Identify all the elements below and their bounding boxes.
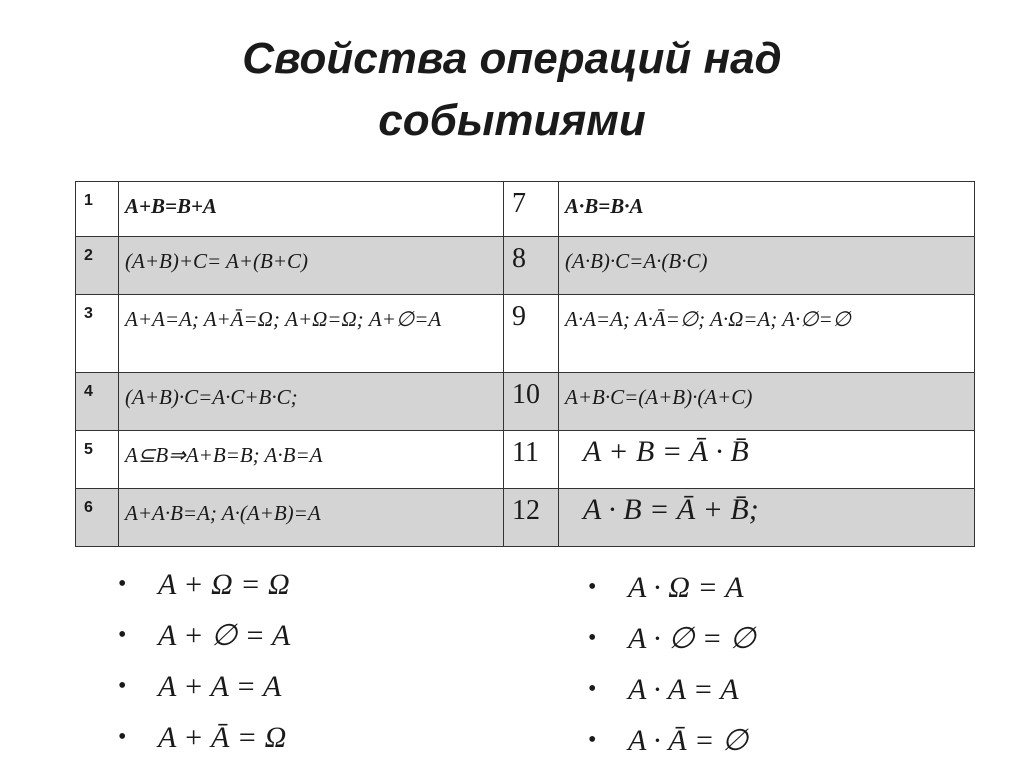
formula-right: (A·B)·C=A·(B·C) (559, 237, 975, 295)
title-line-2: событиями (378, 96, 646, 145)
table-row (76, 489, 975, 547)
table-row (76, 373, 975, 431)
row-number-right: 12 (504, 489, 559, 547)
bullet-item-right: • A · A = A (588, 664, 756, 715)
title-line-1: Свойства операций над (242, 34, 782, 83)
formula-right: A+B·C=(A+B)·(A+C) (559, 373, 975, 431)
row-number-right: 10 (504, 373, 559, 431)
formula-right: A + B = Ā · B̄ (559, 431, 975, 489)
row-number-left: 4 (76, 373, 119, 431)
formula-left: (A+B)+C= A+(B+C) (119, 237, 504, 295)
bullet-item-left: • A + Ā = Ω (118, 712, 290, 763)
formula-right: A·B=B·A (559, 182, 975, 237)
bullet-item-left: • A + Ω = Ω (118, 559, 290, 610)
bullet-item-left: • A + A = A (118, 661, 290, 712)
row-number-left: 2 (76, 237, 119, 295)
bullet-item-left: • A + ∅ = A (118, 610, 290, 661)
bullet-item-right: • A · Ω = A (588, 562, 756, 613)
formula-left: A+A=A; A+Ā=Ω; A+Ω=Ω; A+∅=A (119, 295, 504, 373)
bullet-list-right (588, 562, 756, 766)
table-row (76, 431, 975, 489)
formula-left: A+A·B=A; A·(A+B)=A (119, 489, 504, 547)
table-row (76, 295, 975, 373)
row-number-left: 5 (76, 431, 119, 489)
slide-title (0, 28, 1024, 152)
row-number-right: 8 (504, 237, 559, 295)
row-number-right: 11 (504, 431, 559, 489)
bullet-item-right: • A · Ā = ∅ (588, 715, 756, 766)
row-number-right: 7 (504, 182, 559, 237)
table-row (76, 237, 975, 295)
properties-table (75, 181, 975, 547)
row-number-left: 6 (76, 489, 119, 547)
formula-left: A⊆B⇒A+B=B; A·B=A (119, 431, 504, 489)
formula-right: A·A=A; A·Ā=∅; A·Ω=A; A·∅=∅ (559, 295, 975, 373)
row-number-right: 9 (504, 295, 559, 373)
formula-left: A+B=B+A (119, 182, 504, 237)
row-number-left: 1 (76, 182, 119, 237)
table-row (76, 182, 975, 237)
formula-right: A · B = Ā + B̄; (559, 489, 975, 547)
bullet-item-right: • A · ∅ = ∅ (588, 613, 756, 664)
bullet-list-left (118, 559, 290, 763)
row-number-left: 3 (76, 295, 119, 373)
formula-left: (A+B)·C=A·C+B·C; (119, 373, 504, 431)
